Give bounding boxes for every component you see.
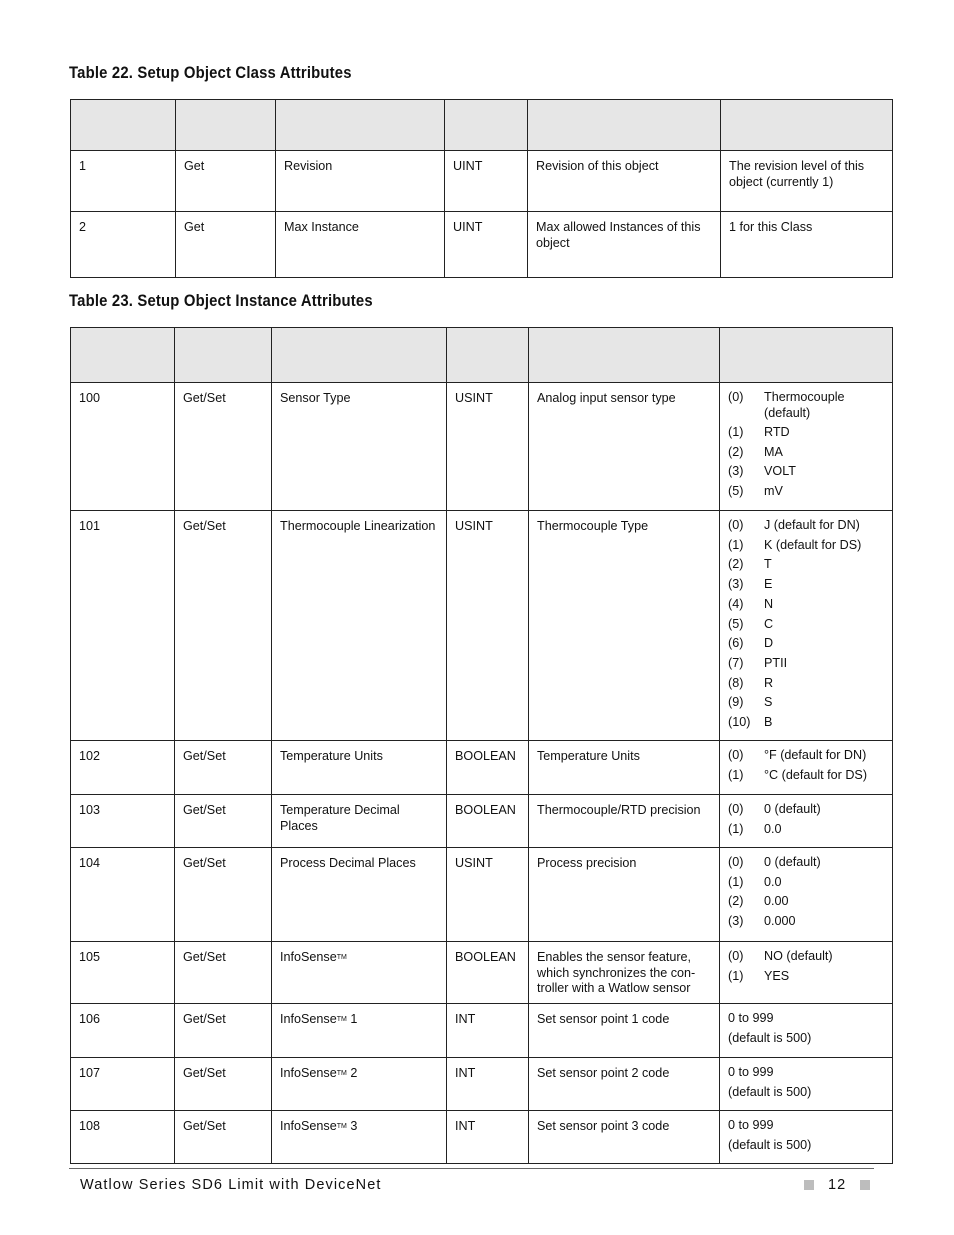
option-item bbox=[728, 516, 884, 536]
attribute-name bbox=[272, 741, 447, 795]
option-label: MA bbox=[764, 444, 783, 459]
attribute-name-text: InfoSense bbox=[280, 1066, 337, 1080]
data-type: USINT bbox=[447, 383, 529, 511]
value-options bbox=[720, 1111, 893, 1164]
option-code: (4) bbox=[728, 596, 744, 611]
option-code: (0) bbox=[728, 390, 744, 404]
data-type: INT bbox=[447, 1004, 529, 1058]
option-label: VOLT bbox=[764, 464, 796, 479]
description: Process precision bbox=[529, 848, 720, 942]
attribute-id: 103 bbox=[71, 795, 175, 848]
option-label: D bbox=[764, 636, 774, 651]
value-line: 0 to 999 bbox=[728, 1011, 774, 1025]
access-rule: Get/Set bbox=[175, 1111, 272, 1164]
value-line: 0 to 999 bbox=[728, 1065, 774, 1079]
table-row bbox=[71, 795, 893, 848]
option-code: (1) bbox=[728, 968, 744, 983]
value-options bbox=[720, 848, 893, 942]
data-type: UINT bbox=[445, 212, 528, 278]
attribute-name-text: Process Decimal Places bbox=[280, 856, 416, 870]
attribute-name bbox=[272, 1004, 447, 1058]
option-item bbox=[728, 654, 884, 674]
value-options bbox=[720, 383, 893, 511]
value-line: 0 to 999 bbox=[728, 1118, 774, 1132]
description: Thermocouple Type bbox=[529, 511, 720, 741]
attribute-id: 106 bbox=[71, 1004, 175, 1058]
access-rule: Get bbox=[176, 151, 276, 212]
trademark-mark: TM bbox=[336, 954, 347, 961]
option-label: NO (default) bbox=[764, 949, 833, 963]
option-code: (1) bbox=[728, 767, 744, 782]
option-item bbox=[728, 462, 884, 482]
footer-rule bbox=[69, 1168, 874, 1169]
attribute-name-text: Sensor Type bbox=[280, 391, 351, 405]
access-rule: Get/Set bbox=[175, 511, 272, 741]
option-label: R bbox=[764, 675, 774, 690]
option-label: YES bbox=[764, 968, 790, 983]
table-row bbox=[71, 212, 893, 278]
value: The revision level of this object (currently 1) bbox=[721, 151, 893, 212]
attribute-name-text: InfoSense bbox=[280, 950, 337, 964]
option-item bbox=[728, 595, 884, 615]
option-label: 0.0 bbox=[764, 821, 782, 836]
page-number: 12 bbox=[828, 1177, 847, 1193]
attribute-id: 108 bbox=[71, 1111, 175, 1164]
option-code: (2) bbox=[728, 444, 744, 459]
description: Temperature Units bbox=[529, 741, 720, 795]
option-label: J (default for DN) bbox=[764, 518, 860, 532]
attribute-name: Max Instance bbox=[276, 212, 445, 278]
option-item bbox=[728, 634, 884, 654]
data-type: BOOLEAN bbox=[447, 942, 529, 1004]
option-code: (1) bbox=[728, 537, 744, 552]
table-row bbox=[71, 942, 893, 1004]
access-rule: Get/Set bbox=[175, 1004, 272, 1058]
trademark-mark: TM bbox=[336, 1016, 347, 1023]
option-label: 0.000 bbox=[764, 914, 796, 929]
option-item bbox=[728, 674, 884, 694]
value-options bbox=[720, 1058, 893, 1111]
description: Revision of this object bbox=[528, 151, 721, 212]
option-label: °F (default for DN) bbox=[764, 748, 867, 762]
access-rule: Get/Set bbox=[175, 383, 272, 511]
option-code: (10) bbox=[728, 715, 751, 730]
access-rule: Get/Set bbox=[175, 942, 272, 1004]
option-item bbox=[728, 713, 884, 733]
option-label: C bbox=[764, 616, 774, 631]
data-type: USINT bbox=[447, 848, 529, 942]
access-rule: Get/Set bbox=[175, 1058, 272, 1111]
option-item bbox=[728, 388, 884, 423]
description: Max allowed Instances of this object bbox=[528, 212, 721, 278]
option-label: N bbox=[764, 596, 774, 611]
footer-title: Watlow Series SD6 Limit with DeviceNet bbox=[80, 1177, 382, 1193]
option-code: (0) bbox=[728, 855, 744, 869]
option-label: Thermocouple (default) bbox=[764, 390, 845, 420]
attribute-name-suffix: 2 bbox=[346, 1066, 358, 1080]
option-code: (2) bbox=[728, 894, 744, 909]
attribute-name-suffix: 3 bbox=[346, 1119, 358, 1133]
square-icon bbox=[804, 1180, 814, 1190]
option-code: (7) bbox=[728, 655, 744, 670]
option-code: (0) bbox=[728, 518, 744, 532]
description: Analog input sensor type bbox=[529, 383, 720, 511]
attribute-id: 100 bbox=[71, 383, 175, 511]
option-item bbox=[728, 555, 884, 575]
attribute-name-text: Temperature Decimal Places bbox=[280, 803, 400, 833]
option-code: (2) bbox=[728, 557, 744, 572]
option-item bbox=[728, 443, 884, 463]
data-type: USINT bbox=[447, 511, 529, 741]
description: Enables the sensor feature, which synchronizes the con- troller with a Watlow sensor bbox=[529, 942, 720, 1004]
option-code: (1) bbox=[728, 425, 744, 439]
option-code: (0) bbox=[728, 949, 744, 963]
option-item bbox=[728, 615, 884, 635]
attribute-name bbox=[272, 848, 447, 942]
option-label: 0.0 bbox=[764, 874, 782, 889]
attribute-id: 1 bbox=[71, 151, 176, 212]
value-line: (default is 500) bbox=[728, 1030, 812, 1045]
table-row bbox=[71, 741, 893, 795]
table-row bbox=[71, 383, 893, 511]
attribute-name bbox=[272, 383, 447, 511]
attribute-id: 104 bbox=[71, 848, 175, 942]
table-row bbox=[71, 1058, 893, 1111]
description: Set sensor point 2 code bbox=[529, 1058, 720, 1111]
table-row bbox=[71, 511, 893, 741]
attribute-name bbox=[272, 1111, 447, 1164]
option-code: (3) bbox=[728, 464, 744, 479]
value-options bbox=[720, 795, 893, 848]
attribute-name-text: InfoSense bbox=[280, 1119, 337, 1133]
option-code: (9) bbox=[728, 695, 744, 710]
option-item bbox=[728, 912, 884, 932]
option-label: K (default for DS) bbox=[764, 537, 862, 552]
option-label: °C (default for DS) bbox=[764, 767, 868, 782]
option-label: 0.00 bbox=[764, 894, 789, 909]
option-item bbox=[728, 800, 884, 820]
option-label: B bbox=[764, 715, 773, 730]
table-row bbox=[71, 151, 893, 212]
option-code: (6) bbox=[728, 636, 744, 651]
page-number-block bbox=[804, 1177, 870, 1193]
option-item bbox=[728, 423, 884, 443]
option-label: E bbox=[764, 577, 773, 592]
value-options bbox=[720, 741, 893, 795]
option-item bbox=[728, 947, 884, 967]
option-item bbox=[728, 892, 884, 912]
data-type: BOOLEAN bbox=[447, 741, 529, 795]
attribute-name-text: Thermocouple Linearization bbox=[280, 519, 436, 533]
data-type: BOOLEAN bbox=[447, 795, 529, 848]
value: 1 for this Class bbox=[721, 212, 893, 278]
data-type: UINT bbox=[445, 151, 528, 212]
trademark-mark: TM bbox=[336, 1070, 347, 1077]
attribute-id: 2 bbox=[71, 212, 176, 278]
value-options bbox=[720, 1004, 893, 1058]
instance-attributes-table bbox=[70, 327, 893, 1164]
description: Thermocouple/RTD precision bbox=[529, 795, 720, 848]
option-item bbox=[728, 766, 884, 786]
option-code: (3) bbox=[728, 577, 744, 592]
table-row bbox=[71, 848, 893, 942]
data-type: INT bbox=[447, 1111, 529, 1164]
option-label: 0 (default) bbox=[764, 802, 821, 816]
attribute-id: 102 bbox=[71, 741, 175, 795]
option-item bbox=[728, 536, 884, 556]
trademark-mark: TM bbox=[336, 1123, 347, 1130]
option-label: S bbox=[764, 695, 773, 710]
attribute-name-suffix: 1 bbox=[346, 1012, 358, 1026]
option-label: RTD bbox=[764, 425, 790, 439]
table-header-row bbox=[71, 100, 893, 151]
option-item bbox=[728, 967, 884, 987]
attribute-name bbox=[272, 1058, 447, 1111]
value-line: (default is 500) bbox=[728, 1084, 812, 1099]
value-options bbox=[720, 942, 893, 1004]
table-header-row bbox=[71, 328, 893, 383]
access-rule: Get/Set bbox=[175, 848, 272, 942]
attribute-name-text: InfoSense bbox=[280, 1012, 337, 1026]
option-item bbox=[728, 853, 884, 873]
option-item bbox=[728, 575, 884, 595]
attribute-name: Revision bbox=[276, 151, 445, 212]
option-label: 0 (default) bbox=[764, 855, 821, 869]
option-label: mV bbox=[764, 484, 783, 499]
option-code: (3) bbox=[728, 914, 744, 929]
attribute-id: 101 bbox=[71, 511, 175, 741]
option-item bbox=[728, 746, 884, 766]
attribute-name bbox=[272, 795, 447, 848]
value-line: (default is 500) bbox=[728, 1137, 812, 1152]
description: Set sensor point 3 code bbox=[529, 1111, 720, 1164]
attribute-name bbox=[272, 511, 447, 741]
option-code: (0) bbox=[728, 748, 744, 762]
square-icon bbox=[860, 1180, 870, 1190]
access-rule: Get/Set bbox=[175, 795, 272, 848]
description: Set sensor point 1 code bbox=[529, 1004, 720, 1058]
option-code: (1) bbox=[728, 874, 744, 889]
attribute-name-text: Temperature Units bbox=[280, 749, 383, 763]
access-rule: Get/Set bbox=[175, 741, 272, 795]
option-code: (8) bbox=[728, 675, 744, 690]
option-code: (1) bbox=[728, 821, 744, 836]
attribute-name bbox=[272, 942, 447, 1004]
value-options bbox=[720, 511, 893, 741]
option-item bbox=[728, 820, 884, 840]
option-code: (5) bbox=[728, 484, 744, 499]
access-rule: Get bbox=[176, 212, 276, 278]
option-code: (0) bbox=[728, 802, 744, 816]
class-attributes-table bbox=[70, 99, 893, 278]
attribute-id: 105 bbox=[71, 942, 175, 1004]
option-item bbox=[728, 693, 884, 713]
option-item bbox=[728, 873, 884, 893]
table-23-title: Table 23. Setup Object Instance Attributes bbox=[69, 292, 373, 310]
table-22-title: Table 22. Setup Object Class Attributes bbox=[69, 64, 352, 82]
option-label: T bbox=[764, 557, 772, 572]
table-row bbox=[71, 1004, 893, 1058]
attribute-id: 107 bbox=[71, 1058, 175, 1111]
table-row bbox=[71, 1111, 893, 1164]
option-item bbox=[728, 482, 884, 502]
data-type: INT bbox=[447, 1058, 529, 1111]
option-label: PTII bbox=[764, 655, 788, 670]
option-code: (5) bbox=[728, 616, 744, 631]
